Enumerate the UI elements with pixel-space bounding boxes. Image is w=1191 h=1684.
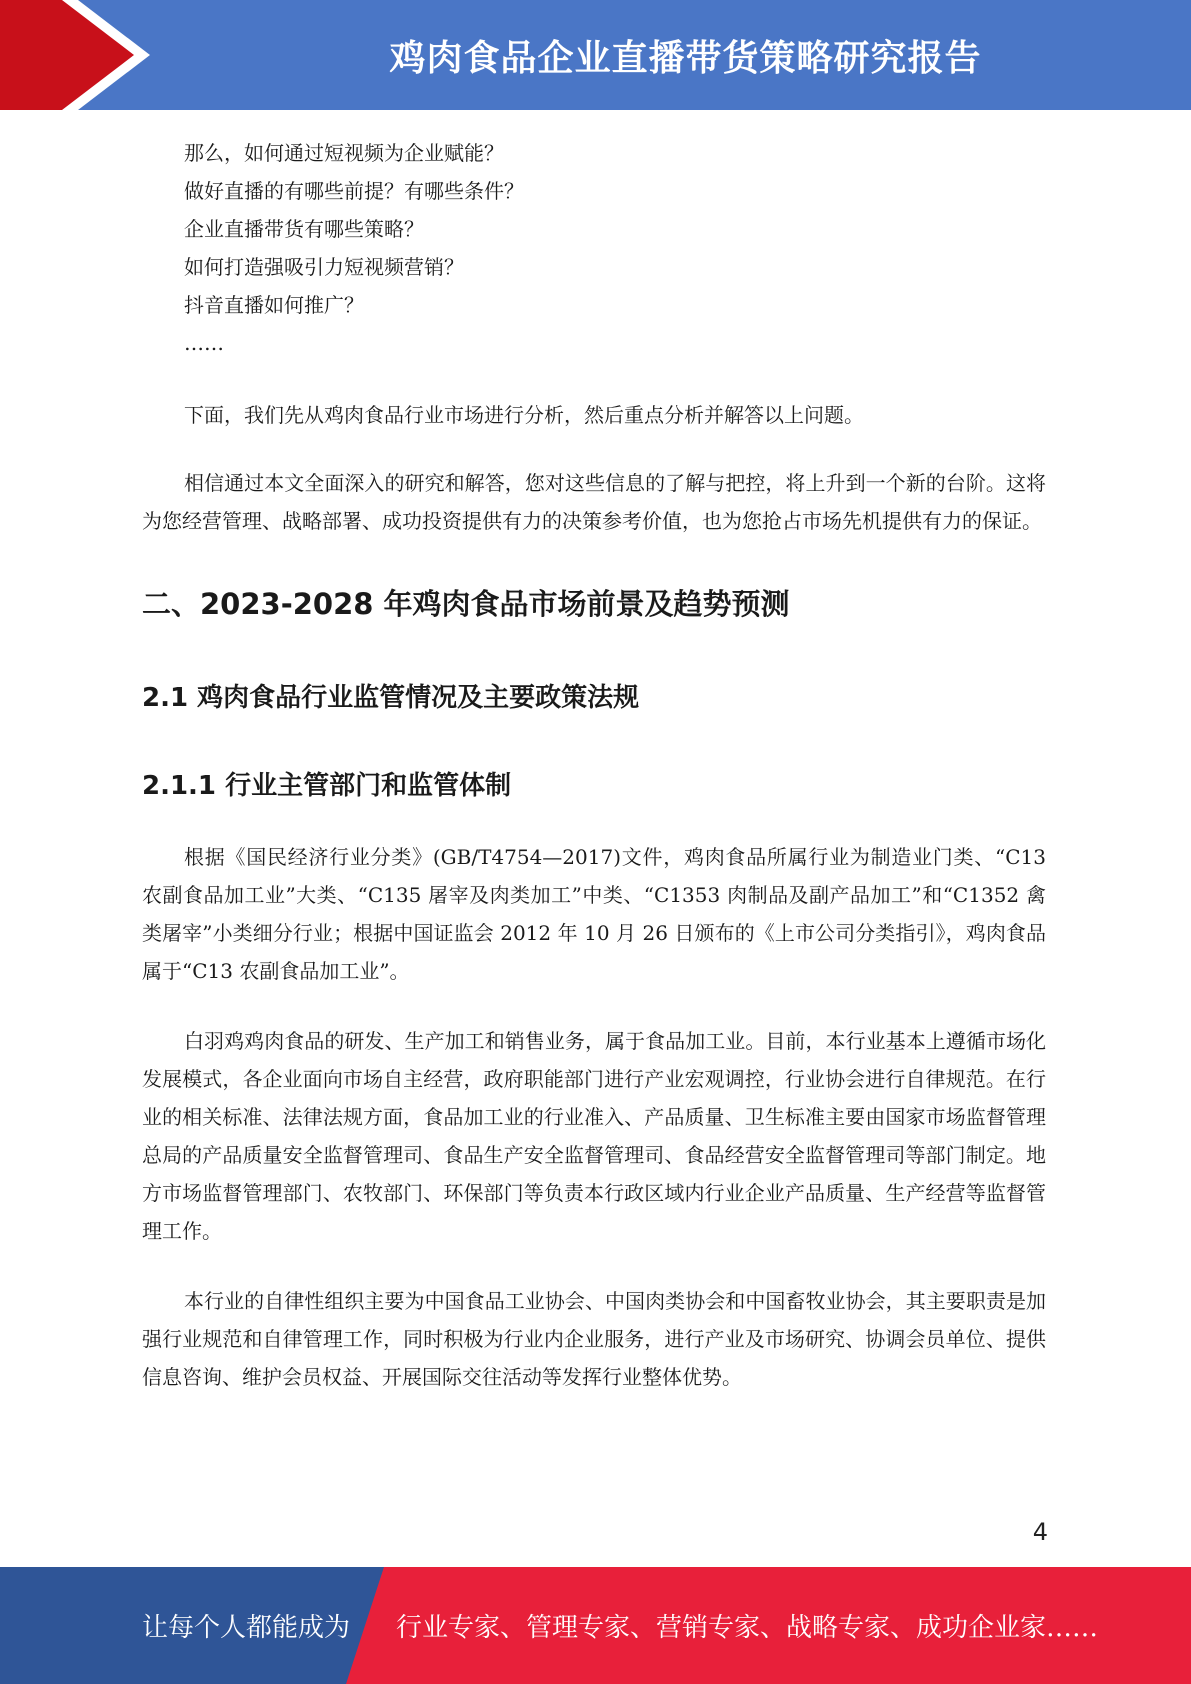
page-content bbox=[142, 134, 1046, 1396]
body-paragraph: 根据《国民经济行业分类》(GB/T4754—2017)文件，鸡肉食品所属行业为制造业门类、“C13 农副食品加工业”大类、“C135 屠宰及肉类加工”中类、“C1353 肉制品及副产品加工”和“C1352 禽类屠宰”小类细分行业；根据中国证监会 2012 年 10 月 26 日颁布的《上市公司分类指引》，鸡肉食品属于“C13 农副食品加工业”。 bbox=[142, 845, 1046, 983]
footer-slogan-left: 让每个人都能成为 bbox=[142, 1613, 351, 1643]
intro-paragraph: 下面，我们先从鸡肉食品行业市场进行分析，然后重点分析并解答以上问题。 bbox=[184, 403, 864, 427]
subsubsection-heading: 2.1.1 行业主管部门和监管体制 bbox=[142, 771, 512, 801]
question-item: 抖音直播如何推广？ bbox=[184, 293, 364, 317]
page-number: 4 bbox=[1032, 1518, 1048, 1546]
question-item: 如何打造强吸引力短视频营销？ bbox=[184, 255, 464, 279]
intro-paragraph: 相信通过本文全面深入的研究和解答，您对这些信息的了解与把控，将上升到一个新的台阶。这将为您经营管理、战略部署、成功投资提供有力的决策参考价值，也为您抢占市场先机提供有力的保证。 bbox=[142, 471, 1046, 533]
footer-slogan-right: 行业专家、管理专家、营销专家、战略专家、成功企业家…… bbox=[396, 1613, 1099, 1643]
subsection-heading: 2.1 鸡肉食品行业监管情况及主要政策法规 bbox=[142, 683, 640, 713]
page-footer bbox=[0, 1567, 1191, 1684]
document-title: 鸡肉食品企业直播带货策略研究报告 bbox=[389, 37, 982, 79]
body-paragraph: 白羽鸡鸡肉食品的研发、生产加工和销售业务，属于食品加工业。目前，本行业基本上遵循市场化发展模式，各企业面向市场自主经营，政府职能部门进行产业宏观调控，行业协会进行自律规范。在行业的相关标准、法律法规方面，食品加工业的行业准入、产品质量、卫生标准主要由国家市场监督管理总局的产品质量安全监督管理司、食品生产安全监督管理司、食品经营安全监督管理司等部门制定。地方市场监督管理部门、农牧部门、环保部门等负责本行政区域内行业企业产品质量、生产经营等监督管理工作。 bbox=[142, 1029, 1046, 1243]
question-ellipsis: …… bbox=[184, 331, 224, 355]
page-header bbox=[0, 0, 1191, 110]
question-item: 那么，如何通过短视频为企业赋能？ bbox=[184, 141, 504, 165]
question-list bbox=[142, 134, 1046, 362]
question-item: 企业直播带货有哪些策略？ bbox=[184, 217, 424, 241]
question-item: 做好直播的有哪些前提？有哪些条件？ bbox=[184, 179, 524, 203]
body-paragraph: 本行业的自律性组织主要为中国食品工业协会、中国肉类协会和中国畜牧业协会，其主要职责是加强行业规范和自律管理工作，同时积极为行业内企业服务，进行产业及市场研究、协调会员单位、提供信息咨询、维护会员权益、开展国际交往活动等发挥行业整体优势。 bbox=[142, 1289, 1046, 1389]
section-heading: 二、2023-2028 年鸡肉食品市场前景及趋势预测 bbox=[142, 587, 790, 621]
